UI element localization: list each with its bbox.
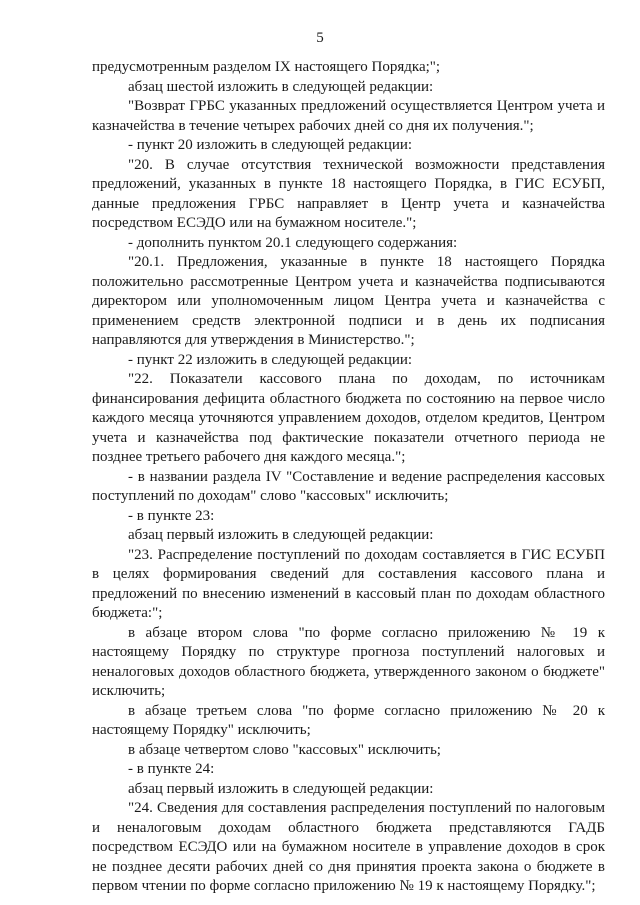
paragraph: "23. Распределение поступлений по доходам составляется в ГИС ЕСУБП в целях формирования сведений для составления кассового плана и предложений по внесению изменений в кассовый план по доходам областного бюджета:";: [92, 546, 605, 621]
document-body: [92, 58, 605, 897]
paragraph: - в пункте 23:: [128, 507, 215, 524]
paragraph: в абзаце втором слова "по форме согласно приложению № 19 к настоящему Порядку по структуре прогноза поступлений налоговых и неналоговых доходов областного бюджета, утвержденного законом о бюджете" исключить;: [92, 624, 605, 699]
paragraph: абзац первый изложить в следующей редакции:: [128, 780, 434, 797]
paragraph: "20. В случае отсутствия технической возможности представления предложений, указанных в пункте 18 настоящего Порядка, в ГИС ЕСУБП, данные предложения ГРБС направляет в Центр учета и казначейства посредством ЕСЭДО или на бумажном носителе.";: [92, 156, 605, 231]
page-number: 5: [316, 30, 324, 46]
paragraph: "24. Сведения для составления распределения поступлений по налоговым и неналоговым доходам областного бюджета представляются ГАДБ посредством ЕСЭДО или на бумажном носителе в управление доходов в срок не позднее десяти рабочих дней со дня принятия проекта закона о бюджете в первом чтении по форме согласно приложению № 19 к настоящему Порядку.";: [92, 800, 605, 894]
paragraph-continuation: предусмотренным разделом IX настоящего Порядка;";: [92, 59, 441, 75]
paragraph: - пункт 22 изложить в следующей редакции:: [128, 351, 413, 368]
paragraph: абзац шестой изложить в следующей редакции:: [128, 78, 434, 95]
paragraph: "Возврат ГРБС указанных предложений осуществляется Центром учета и казначейства в течение четырех рабочих дней со дня их получения.";: [92, 98, 605, 134]
paragraph: абзац первый изложить в следующей редакции:: [128, 527, 434, 543]
paragraph: - дополнить пунктом 20.1 следующего содержания:: [128, 234, 458, 251]
paragraph: "20.1. Предложения, указанные в пункте 18 настоящего Порядка положительно рассмотренные Центром учета и казначейства подписываются директором или уполномоченным лицом Центра учета и казначейства с применением средств электронной подписи и в день их подписания направляются для утверждения в Министерство.";: [92, 254, 605, 348]
paragraph: в абзаце третьем слова "по форме согласно приложению № 20 к настоящему Порядку" исключить;: [92, 702, 605, 738]
paragraph: - в названии раздела IV "Составление и ведение распределения кассовых поступлений по доходам" слово "кассовых" исключить;: [92, 468, 605, 504]
paragraph: - пункт 20 изложить в следующей редакции:: [128, 137, 413, 153]
paragraph: в абзаце четвертом слово "кассовых" исключить;: [128, 741, 441, 758]
paragraph: - в пункте 24:: [128, 761, 215, 777]
paragraph: "22. Показатели кассового плана по доходам, по источникам финансирования дефицита областного бюджета по состоянию на первое число каждого месяца уточняются управлением доходов, отделом кредитов, Центром учета и казначейства под фактические показатели отчетного периода не позднее третьего рабочего дня каждого месяца.";: [92, 371, 605, 465]
